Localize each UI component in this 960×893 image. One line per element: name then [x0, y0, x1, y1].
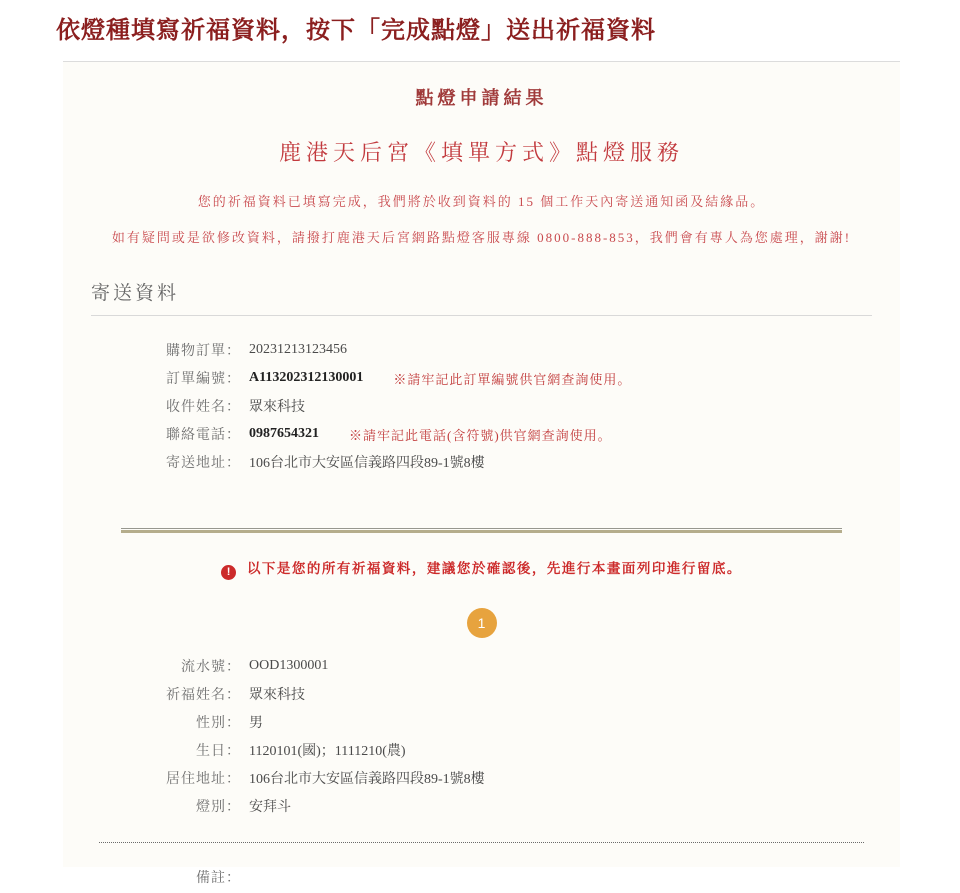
shipping-section-header — [91, 278, 872, 316]
blessing-fields — [63, 652, 900, 820]
field-label: 居住地址： — [166, 772, 241, 787]
field-row-blessing-name — [63, 680, 900, 708]
field-value: 眾來科技 — [249, 688, 305, 703]
notice-line-2: 如有疑問或是欲修改資料，請撥打鹿港天后宮網路點燈客服專線 0800-888-853，我們會有專人為您處理，謝謝! — [111, 230, 852, 245]
field-label: 購物訂單： — [166, 344, 241, 359]
field-label: 聯絡電話： — [166, 428, 241, 443]
groove-divider — [121, 528, 842, 533]
field-row-serial-number — [63, 652, 900, 680]
field-row-remark — [63, 863, 900, 891]
page-number-badge[interactable]: 1 — [467, 608, 497, 638]
field-value: A113202312130001 — [249, 370, 364, 385]
warning-text: 以下是您的所有祈福資料，建議您於確認後，先進行本畫面列印進行留底。 — [246, 561, 742, 576]
result-panel — [63, 61, 900, 886]
field-row-lamp-type — [63, 792, 900, 820]
remark-label: 備註： — [196, 871, 241, 886]
field-label: 性別： — [196, 716, 241, 731]
field-label: 訂單編號： — [166, 372, 241, 387]
field-row-shipping-address — [63, 448, 900, 476]
field-label: 生日： — [196, 744, 241, 759]
field-value: 106台北市大安區信義路四段89-1號8樓 — [249, 772, 485, 787]
field-label: 祈福姓名： — [166, 688, 241, 703]
field-row-order-number — [63, 336, 900, 364]
field-value: 20231213123456 — [249, 342, 347, 357]
confirmation-warning — [63, 557, 900, 580]
panel-title: 點燈申請結果 — [415, 88, 548, 108]
field-row-contact-phone — [63, 420, 900, 448]
field-value: 眾來科技 — [249, 400, 305, 415]
field-label: 流水號： — [181, 660, 241, 675]
field-row-home-address — [63, 764, 900, 792]
field-row-order-id — [63, 364, 900, 392]
field-value: 106台北市大安區信義路四段89-1號8樓 — [249, 456, 485, 471]
page-title: 依燈種填寫祈福資料，按下「完成點燈」送出祈福資料 — [56, 17, 656, 44]
dotted-divider — [99, 842, 864, 843]
alert-icon: ! — [221, 565, 236, 580]
field-row-gender — [63, 708, 900, 736]
notice-line-1: 您的祈福資料已填寫完成，我們將於收到資料的 15 個工作天內寄送通知函及結緣品。 — [197, 194, 766, 209]
field-value: OOD1300001 — [249, 658, 329, 673]
field-label: 燈別： — [196, 800, 241, 815]
field-label: 收件姓名： — [166, 400, 241, 415]
shipping-section-title: 寄送資料 — [91, 283, 180, 304]
field-row-birthday — [63, 736, 900, 764]
field-value: 1120101(國)；1111210(農) — [249, 744, 406, 759]
field-value: 0987654321 — [249, 426, 319, 441]
field-value: 男 — [249, 716, 263, 731]
field-row-recipient-name — [63, 392, 900, 420]
field-value: 安拜斗 — [249, 800, 291, 815]
shipping-fields — [63, 336, 900, 476]
pagination — [63, 608, 900, 638]
service-title: 鹿港天后宮《填單方式》點燈服務 — [278, 140, 684, 165]
field-label: 寄送地址： — [166, 456, 241, 471]
field-note: ※請牢記此電話(含符號)供官網查詢使用。 — [349, 427, 612, 443]
field-note: ※請牢記此訂單編號供官網查詢使用。 — [393, 371, 632, 387]
